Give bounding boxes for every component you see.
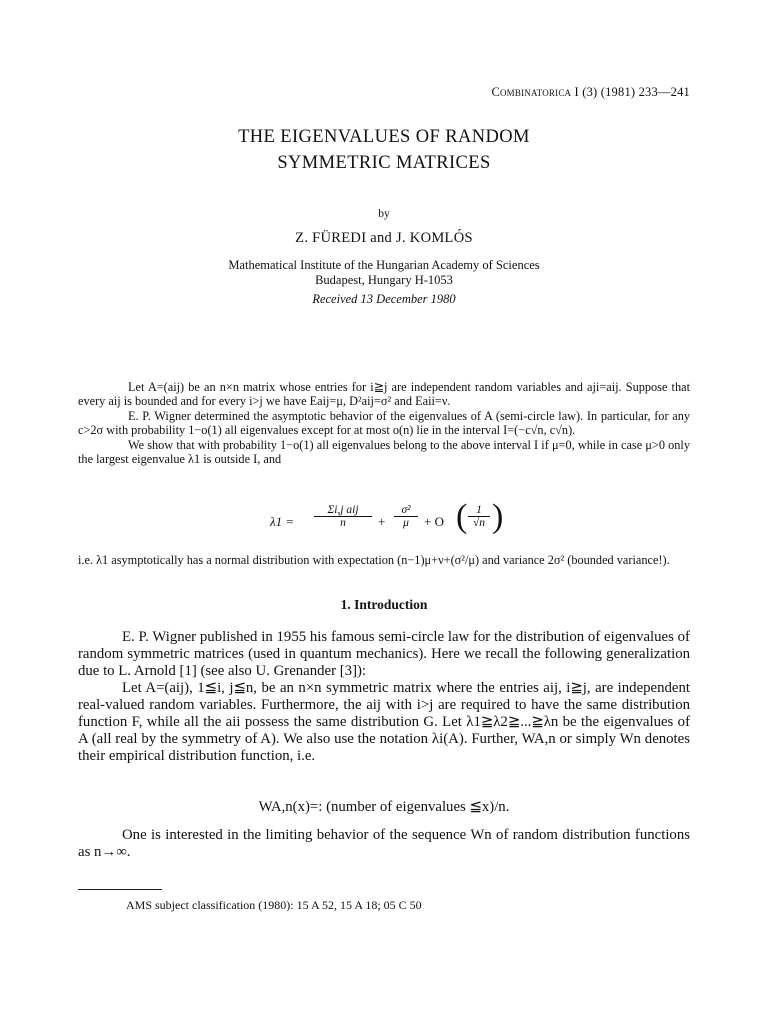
fraction-inv-sqrt-numerator: 1 — [468, 504, 490, 517]
equation-lhs: λ1 = — [270, 514, 295, 529]
journal-reference — [491, 85, 690, 100]
paper-title — [0, 124, 768, 176]
abstract-paragraph-2: E. P. Wigner determined the asymptotic behavior of the eigenvalues of A (semi-circle law). In particular, for any c>2σ with probability 1−o(1) all eigenvalues except for at most o(n) lie in the interval I=(−c√n, c√n). — [78, 408, 690, 438]
fraction-sum-denominator: n — [340, 517, 346, 529]
plus-sign: + — [378, 514, 386, 529]
fraction-variance-numerator: σ² — [394, 504, 418, 517]
fraction-variance-denominator: μ — [403, 517, 409, 529]
display-equation: WA,n(x)=: (number of eigenvalues ≦x)/n. — [258, 799, 510, 815]
abstract-conclusion-text: i.e. λ1 asymptotically has a normal distribution with expectation (n−1)μ+ν+(σ²/μ) and variance 2σ² (bounded variance!). — [78, 553, 670, 567]
abstract-paragraph-1: Let A=(aij) be an n×n matrix whose entries for i≧j are independent random variables and aji=aij. Suppose that every aij is bounded and for every i>j we have Eaij=μ, D²aij=σ² and Eaii=ν. — [78, 380, 690, 409]
introduction-body — [78, 629, 690, 765]
fraction-inv-sqrt — [468, 504, 490, 529]
body-paragraph-3: One is interested in the limiting behavior of the sequence Wn of random distribution functions as n→∞. — [78, 827, 690, 860]
journal-volume: I (3) (1981) 233—241 — [574, 85, 690, 99]
fraction-sum-numerator: Σi,j aij — [314, 504, 372, 517]
fraction-sum — [314, 504, 372, 529]
footnote-rule — [78, 889, 162, 890]
affiliation-line-2: Budapest, Hungary H-1053 — [315, 273, 453, 287]
big-o-term: + O — [424, 514, 444, 529]
abstract-conclusion — [78, 553, 690, 567]
authors: Z. FÜREDI and J. KOMLÓS — [295, 230, 473, 246]
introduction-body-continued — [78, 827, 690, 861]
title-line-1: THE EIGENVALUES OF RANDOM — [238, 127, 530, 147]
left-paren: ( — [456, 498, 468, 535]
journal-name: Combinatorica — [491, 85, 572, 99]
fraction-inv-sqrt-denominator: √n — [472, 517, 486, 529]
received-date: Received 13 December 1980 — [312, 292, 456, 306]
footnote: AMS subject classification (1980): 15 A 52, 15 A 18; 05 C 50 — [126, 898, 422, 912]
body-paragraph-2: Let A=(aij), 1≦i, j≦n, be an n×n symmetric matrix where the entries aij, i≧j, are independent real-valued random variables. Furthermore, the aij with i>j are required to have the same distribution function F, while all the aii possess the same distribution G. Let λ1≧λ2≧...≧λn be the eigenvalues of A (all real by the symmetry of A). We also use the notation λi(A). Further, WA,n or simply Wn denotes their empirical distribution function, i.e. — [78, 680, 690, 764]
right-paren: ) — [492, 498, 504, 535]
body-paragraph-1: E. P. Wigner published in 1955 his famous semi-circle law for the distribution of eigenvalues of random symmetric matrices (used in quantum mechanics). Here we recall the following generalization due to L. Arnold [1] (see also U. Grenander [3]): — [78, 629, 690, 679]
section-heading: 1. Introduction — [340, 597, 428, 612]
lambda-equation — [270, 500, 530, 548]
title-line-2: SYMMETRIC MATRICES — [277, 153, 491, 173]
fraction-variance — [394, 504, 418, 529]
abstract-paragraph-3: We show that with probability 1−o(1) all eigenvalues belong to the above interval I if μ=0, while in case μ>0 only the largest eigenvalue λ1 is outside I, and — [78, 437, 690, 467]
affiliation-line-1: Mathematical Institute of the Hungarian Academy of Sciences — [228, 258, 540, 272]
abstract — [78, 380, 690, 466]
affiliation — [0, 258, 768, 288]
by-label: by — [378, 208, 390, 220]
